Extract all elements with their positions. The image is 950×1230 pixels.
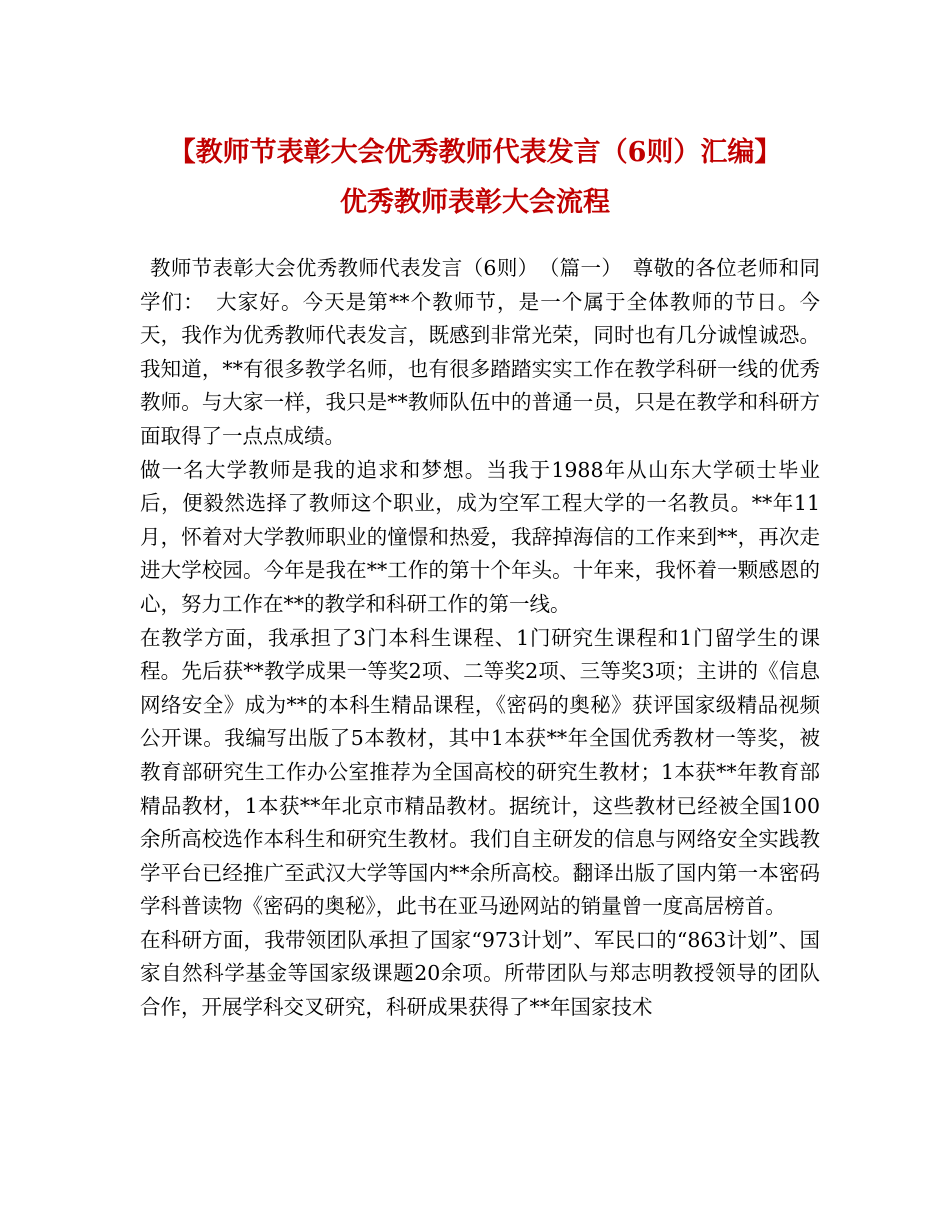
paragraph: 教师节表彰大会优秀教师代表发言（6则） （篇一） 尊敬的各位老师和同学们： 大家好。今天是第**个教师节，是一个属于全体教师的节日。今天，我作为优秀教师代表发言，既感到非常光荣，同时也有几分诚惶诚恐。我知道，**有很多教学名师，也有很多踏踏实实工作在教学科研一线的优秀教师。与大家一样，我只是**教师队伍中的普通一员，只是在教学和科研方面取得了一点点成绩。 [140, 256, 820, 448]
paragraph: 做一名大学教师是我的追求和梦想。当我于1988年从山东大学硕士毕业后，便毅然选择了教师这个职业，成为空军工程大学的一名教员。**年11月，怀着对大学教师职业的憧憬和热爱，我辞掉海信的工作来到**，再次走进大学校园。今年是我在**工作的第十个年头。十年来，我怀着一颗感恩的心，努力工作在**的教学和科研工作的第一线。 [140, 457, 820, 616]
paragraph: 在教学方面，我承担了3门本科生课程、1门研究生课程和1门留学生的课程。先后获**教学成果一等奖2项、二等奖2项、三等奖3项；主讲的《信息网络安全》成为**的本科生精品课程，《密码的奥秘》获评国家级精品视频公开课。我编写出版了5本教材，其中1本获**年全国优秀教材一等奖，被教育部研究生工作办公室推荐为全国高校的研究生教材；1本获**年教育部精品教材，1本获**年北京市精品教材。据统计，这些教材已经被全国100余所高校选作本科生和研究生教材。我们自主研发的信息与网络安全实践教学平台已经推广至武汉大学等国内**余所高校。翻译出版了国内第一本密码学科普读物《密码的奥秘》，此书在亚马逊网站的销量曾一度高居榜首。 [140, 625, 820, 919]
paragraph: 在科研方面，我带领团队承担了国家“973计划”、军民口的“863计划”、国家自然科学基金等国家级课题20余项。所带团队与郑志明教授领导的团队合作，开展学科交叉研究，科研成果获得了**年国家技术 [140, 927, 820, 1020]
document-body [140, 252, 820, 1025]
document-subtitle: 优秀教师表彰大会流程 [340, 187, 610, 218]
document-title: 【教师节表彰大会优秀教师代表发言（6则）汇编】 [168, 137, 782, 168]
title-block [0, 128, 950, 228]
